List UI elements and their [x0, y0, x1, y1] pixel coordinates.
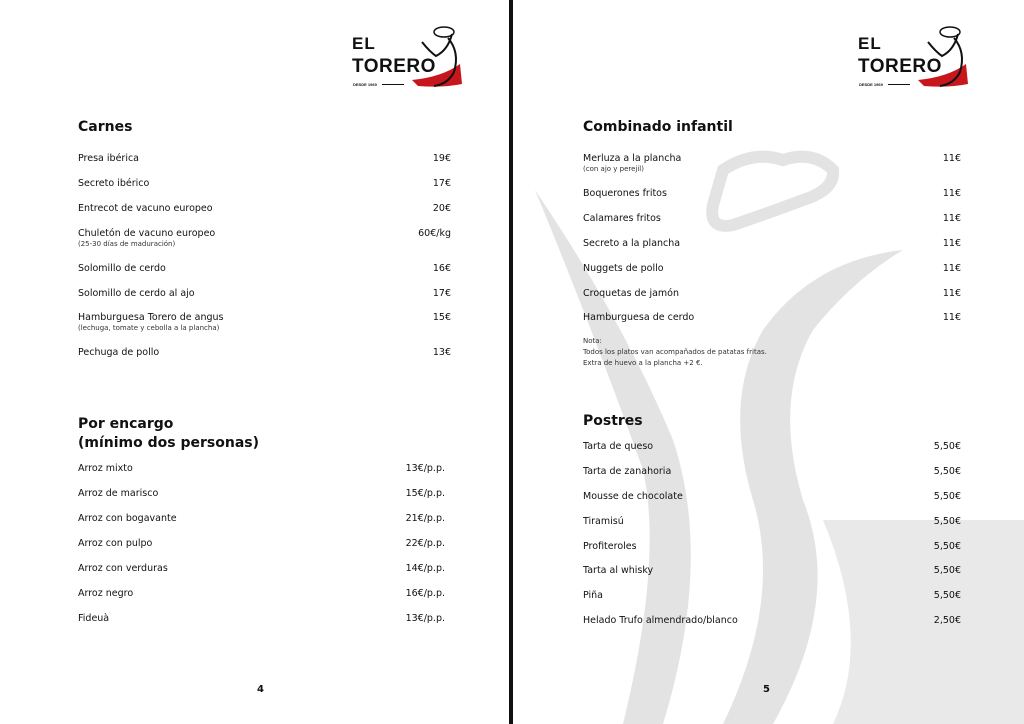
item-price: 60€/kg [418, 228, 451, 239]
infantil-note [583, 336, 767, 369]
encargo-title-line1: Por encargo [78, 416, 174, 432]
note-line: Extra de huevo a la plancha +2 €. [583, 359, 703, 367]
item-name: Merluza a la plancha [583, 153, 682, 164]
item-note: (25-30 días de maduración) [78, 240, 176, 248]
section-title-carnes: Carnes [78, 119, 133, 135]
item-price: 5,50€ [933, 590, 961, 601]
item-price: 22€/p.p. [405, 538, 445, 549]
item-name: Pechuga de pollo [78, 347, 160, 358]
item-name: Arroz con pulpo [78, 538, 153, 549]
item-price: 5,50€ [933, 441, 961, 452]
item-price: 14€/p.p. [405, 563, 445, 574]
item-name: Profiteroles [583, 541, 637, 552]
menu-page-right [513, 0, 1024, 724]
item-name: Tarta al whisky [583, 565, 654, 576]
item-price: 11€ [942, 238, 961, 249]
item-price: 11€ [942, 153, 961, 164]
item-name: Piña [583, 590, 604, 601]
logo-torero: TORERO [858, 56, 942, 77]
item-name: Croquetas de jamón [583, 288, 679, 299]
item-price: 16€ [432, 263, 451, 274]
item-price: 13€ [432, 347, 451, 358]
item-name: Solomillo de cerdo [78, 263, 166, 274]
item-price: 11€ [942, 288, 961, 299]
logo-since: DESDE 1969 [859, 82, 883, 87]
item-name: Arroz negro [78, 588, 134, 599]
item-name: Nuggets de pollo [583, 263, 664, 274]
item-name: Hamburguesa de cerdo [583, 312, 695, 323]
item-price: 11€ [942, 312, 961, 323]
item-name: Secreto ibérico [78, 178, 150, 189]
item-name: Solomillo de cerdo al ajo [78, 288, 195, 299]
item-note: (lechuga, tomate y cebolla a la plancha) [78, 324, 220, 332]
section-title-encargo [78, 415, 259, 453]
page-number: 4 [257, 684, 264, 695]
item-name: Fideuà [78, 613, 110, 624]
item-price: 2,50€ [933, 615, 961, 626]
item-name: Presa ibérica [78, 153, 139, 164]
item-price: 11€ [942, 263, 961, 274]
item-name: Mousse de chocolate [583, 491, 683, 502]
item-name: Calamares fritos [583, 213, 661, 224]
item-price: 19€ [432, 153, 451, 164]
item-name: Entrecot de vacuno europeo [78, 203, 213, 214]
item-name: Tarta de queso [583, 441, 654, 452]
item-note: (con ajo y perejil) [583, 165, 644, 173]
item-name: Tarta de zanahoria [583, 466, 672, 477]
item-price: 5,50€ [933, 466, 961, 477]
item-name: Secreto a la plancha [583, 238, 681, 249]
item-name: Arroz mixto [78, 463, 133, 474]
section-title-postres: Postres [583, 413, 643, 429]
item-name: Arroz de marisco [78, 488, 159, 499]
item-price: 11€ [942, 188, 961, 199]
item-name: Boquerones fritos [583, 188, 667, 199]
item-price: 13€/p.p. [405, 463, 445, 474]
item-name: Hamburguesa Torero de angus [78, 312, 224, 323]
item-name: Arroz con bogavante [78, 513, 177, 524]
item-price: 11€ [942, 213, 961, 224]
item-price: 20€ [432, 203, 451, 214]
item-name: Chuletón de vacuno europeo [78, 228, 216, 239]
item-name: Arroz con verduras [78, 563, 168, 574]
logo-line [888, 84, 910, 85]
logo-torero: TORERO [352, 56, 436, 77]
el-torero-logo [858, 22, 978, 92]
note-label: Nota: [583, 337, 602, 345]
section-title-infantil: Combinado infantil [583, 119, 733, 135]
item-price: 17€ [432, 288, 451, 299]
note-line: Todos los platos van acompañados de patatas fritas. [583, 348, 767, 356]
encargo-title-line2: (mínimo dos personas) [78, 435, 259, 451]
item-price: 5,50€ [933, 491, 961, 502]
menu-page-left [0, 0, 509, 724]
el-torero-logo [352, 22, 472, 92]
item-name: Tiramisú [583, 516, 624, 527]
item-price: 5,50€ [933, 541, 961, 552]
item-price: 5,50€ [933, 565, 961, 576]
logo-line [382, 84, 404, 85]
item-price: 16€/p.p. [405, 588, 445, 599]
item-price: 5,50€ [933, 516, 961, 527]
item-name: Helado Trufo almendrado/blanco [583, 615, 738, 626]
logo-el: EL [352, 34, 376, 53]
item-price: 13€/p.p. [405, 613, 445, 624]
item-price: 15€ [432, 312, 451, 323]
item-price: 17€ [432, 178, 451, 189]
page-number: 5 [763, 684, 770, 695]
logo-since: DESDE 1969 [353, 82, 377, 87]
item-price: 21€/p.p. [405, 513, 445, 524]
item-price: 15€/p.p. [405, 488, 445, 499]
logo-el: EL [858, 34, 882, 53]
